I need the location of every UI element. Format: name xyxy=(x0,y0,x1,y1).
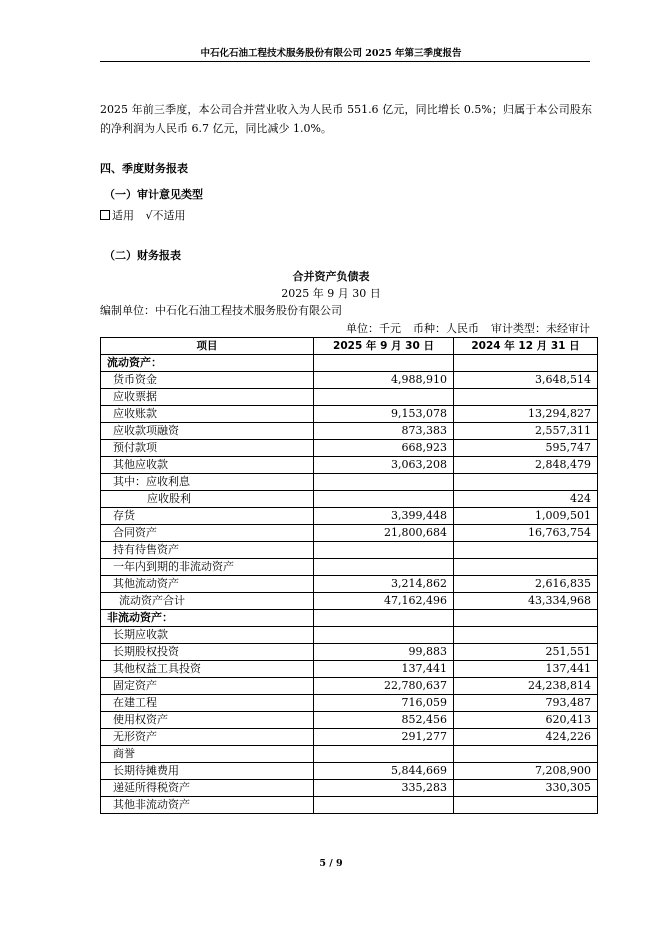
table-title: 合并资产负债表 xyxy=(292,270,370,283)
row-value-2025-09-30: 5,844,669 xyxy=(314,763,454,780)
row-value-2025-09-30: 668,923 xyxy=(314,440,454,457)
row-value-2025-09-30: 3,214,862 xyxy=(314,576,454,593)
table-row xyxy=(101,406,598,423)
table-meta xyxy=(346,320,590,336)
row-value-2025-09-30: 47,162,496 xyxy=(314,593,454,610)
row-value-2025-09-30 xyxy=(314,389,454,406)
table-row xyxy=(101,389,598,406)
table-row xyxy=(101,525,598,542)
row-value-2025-09-30: 99,883 xyxy=(314,644,454,661)
row-item-label: 应收款项融资 xyxy=(101,423,314,440)
not-applicable-label: √不适用 xyxy=(145,209,186,222)
row-item-label: 商誉 xyxy=(101,746,314,763)
row-value-2024-12-31: 24,238,814 xyxy=(454,678,598,695)
table-row xyxy=(101,797,598,814)
row-value-2024-12-31 xyxy=(454,389,598,406)
page-number: 5 / 9 xyxy=(319,858,343,869)
table-row xyxy=(101,729,598,746)
balance-sheet-table xyxy=(100,337,598,814)
table-header-row xyxy=(101,338,598,355)
table-row xyxy=(101,695,598,712)
row-item-label: 其他流动资产 xyxy=(101,576,314,593)
row-item-label: 应收股利 xyxy=(101,491,314,508)
table-row xyxy=(101,372,598,389)
row-value-2024-12-31: 793,487 xyxy=(454,695,598,712)
row-item-label: 其他权益工具投资 xyxy=(101,661,314,678)
row-item-label: 非流动资产： xyxy=(101,610,314,627)
row-value-2024-12-31: 620,413 xyxy=(454,712,598,729)
row-item-label: 固定资产 xyxy=(101,678,314,695)
row-item-label: 长期待摊费用 xyxy=(101,763,314,780)
audit-opinion-options xyxy=(100,207,186,223)
row-value-2025-09-30: 852,456 xyxy=(314,712,454,729)
row-value-2025-09-30 xyxy=(314,627,454,644)
table-row xyxy=(101,746,598,763)
unit-label: 单位：千元 xyxy=(346,322,401,335)
section-title: 四、季度财务报表 xyxy=(100,162,188,175)
row-value-2025-09-30 xyxy=(314,491,454,508)
row-item-label: 持有待售资产 xyxy=(101,542,314,559)
table-row xyxy=(101,423,598,440)
row-item-label: 在建工程 xyxy=(101,695,314,712)
row-value-2025-09-30: 291,277 xyxy=(314,729,454,746)
audit-opinion-title: （一）审计意见类型 xyxy=(104,188,203,201)
applicable-label: 适用 xyxy=(112,209,134,222)
row-item-label: 流动资产： xyxy=(101,355,314,372)
row-item-label: 合同资产 xyxy=(101,525,314,542)
row-value-2024-12-31 xyxy=(454,559,598,576)
row-value-2024-12-31: 3,648,514 xyxy=(454,372,598,389)
row-value-2024-12-31: 2,557,311 xyxy=(454,423,598,440)
table-row xyxy=(101,678,598,695)
row-value-2024-12-31: 13,294,827 xyxy=(454,406,598,423)
row-item-label: 无形资产 xyxy=(101,729,314,746)
row-value-2024-12-31: 330,305 xyxy=(454,780,598,797)
table-row xyxy=(101,355,598,372)
table-row xyxy=(101,780,598,797)
row-value-2025-09-30: 137,441 xyxy=(314,661,454,678)
checkbox-unchecked-icon xyxy=(100,210,110,220)
table-row xyxy=(101,610,598,627)
table-row xyxy=(101,474,598,491)
row-item-label: 递延所得税资产 xyxy=(101,780,314,797)
table-row xyxy=(101,593,598,610)
row-item-label: 其他应收款 xyxy=(101,457,314,474)
row-item-label: 预付款项 xyxy=(101,440,314,457)
row-value-2024-12-31: 43,334,968 xyxy=(454,593,598,610)
row-item-label: 一年内到期的非流动资产 xyxy=(101,559,314,576)
row-value-2025-09-30 xyxy=(314,559,454,576)
table-row xyxy=(101,559,598,576)
row-value-2024-12-31: 2,616,835 xyxy=(454,576,598,593)
row-value-2025-09-30: 4,988,910 xyxy=(314,372,454,389)
row-value-2025-09-30: 9,153,078 xyxy=(314,406,454,423)
row-value-2024-12-31 xyxy=(454,797,598,814)
summary-paragraph: 2025 年前三季度，本公司合并营业收入为人民币 551.6 亿元，同比增长 0.5%；归属于本公司股东的净利润为人民币 6.7 亿元，同比减少 1.0%。 xyxy=(100,103,592,135)
audit-type-label: 审计类型：未经审计 xyxy=(491,322,590,335)
table-row xyxy=(101,644,598,661)
row-item-label: 使用权资产 xyxy=(101,712,314,729)
preparer-line: 编制单位：中石化石油工程技术服务股份有限公司 xyxy=(100,304,342,317)
table-row xyxy=(101,491,598,508)
row-value-2024-12-31: 137,441 xyxy=(454,661,598,678)
row-value-2024-12-31 xyxy=(454,474,598,491)
row-value-2025-09-30 xyxy=(314,474,454,491)
table-row xyxy=(101,508,598,525)
row-value-2025-09-30 xyxy=(314,610,454,627)
row-item-label: 流动资产合计 xyxy=(101,593,314,610)
row-value-2024-12-31 xyxy=(454,627,598,644)
row-value-2025-09-30: 3,063,208 xyxy=(314,457,454,474)
table-row xyxy=(101,576,598,593)
table-date: 2025 年 9 月 30 日 xyxy=(281,287,381,300)
row-value-2025-09-30: 873,383 xyxy=(314,423,454,440)
row-value-2024-12-31: 424,226 xyxy=(454,729,598,746)
row-value-2024-12-31 xyxy=(454,610,598,627)
table-row xyxy=(101,457,598,474)
financial-statements-title: （二）财务报表 xyxy=(104,249,181,262)
report-header-title: 中石化石油工程技术服务股份有限公司 2025 年第三季度报告 xyxy=(200,48,462,59)
table-row xyxy=(101,542,598,559)
row-value-2025-09-30: 21,800,684 xyxy=(314,525,454,542)
row-value-2025-09-30: 716,059 xyxy=(314,695,454,712)
row-item-label: 长期股权投资 xyxy=(101,644,314,661)
row-item-label: 应收票据 xyxy=(101,389,314,406)
row-item-label: 其他非流动资产 xyxy=(101,797,314,814)
row-item-label: 长期应收款 xyxy=(101,627,314,644)
row-value-2024-12-31 xyxy=(454,542,598,559)
row-value-2025-09-30 xyxy=(314,797,454,814)
row-value-2025-09-30 xyxy=(314,542,454,559)
row-value-2025-09-30: 335,283 xyxy=(314,780,454,797)
row-value-2024-12-31: 1,009,501 xyxy=(454,508,598,525)
row-value-2024-12-31: 2,848,479 xyxy=(454,457,598,474)
table-row xyxy=(101,712,598,729)
row-value-2024-12-31: 16,763,754 xyxy=(454,525,598,542)
table-row xyxy=(101,763,598,780)
row-item-label: 其中：应收利息 xyxy=(101,474,314,491)
table-row xyxy=(101,627,598,644)
row-value-2025-09-30: 22,780,637 xyxy=(314,678,454,695)
column-header-item: 项目 xyxy=(101,338,314,355)
column-header-2025-09-30: 2025 年 9 月 30 日 xyxy=(314,338,454,355)
row-value-2024-12-31 xyxy=(454,746,598,763)
row-item-label: 存货 xyxy=(101,508,314,525)
row-value-2024-12-31: 7,208,900 xyxy=(454,763,598,780)
row-item-label: 应收账款 xyxy=(101,406,314,423)
row-value-2024-12-31 xyxy=(454,355,598,372)
row-value-2024-12-31: 251,551 xyxy=(454,644,598,661)
header-divider xyxy=(100,61,590,62)
table-row xyxy=(101,440,598,457)
row-value-2025-09-30 xyxy=(314,746,454,763)
row-value-2025-09-30 xyxy=(314,355,454,372)
table-row xyxy=(101,661,598,678)
column-header-2024-12-31: 2024 年 12 月 31 日 xyxy=(454,338,598,355)
row-value-2024-12-31: 424 xyxy=(454,491,598,508)
row-item-label: 货币资金 xyxy=(101,372,314,389)
row-value-2025-09-30: 3,399,448 xyxy=(314,508,454,525)
currency-label: 币种：人民币 xyxy=(413,322,479,335)
row-value-2024-12-31: 595,747 xyxy=(454,440,598,457)
